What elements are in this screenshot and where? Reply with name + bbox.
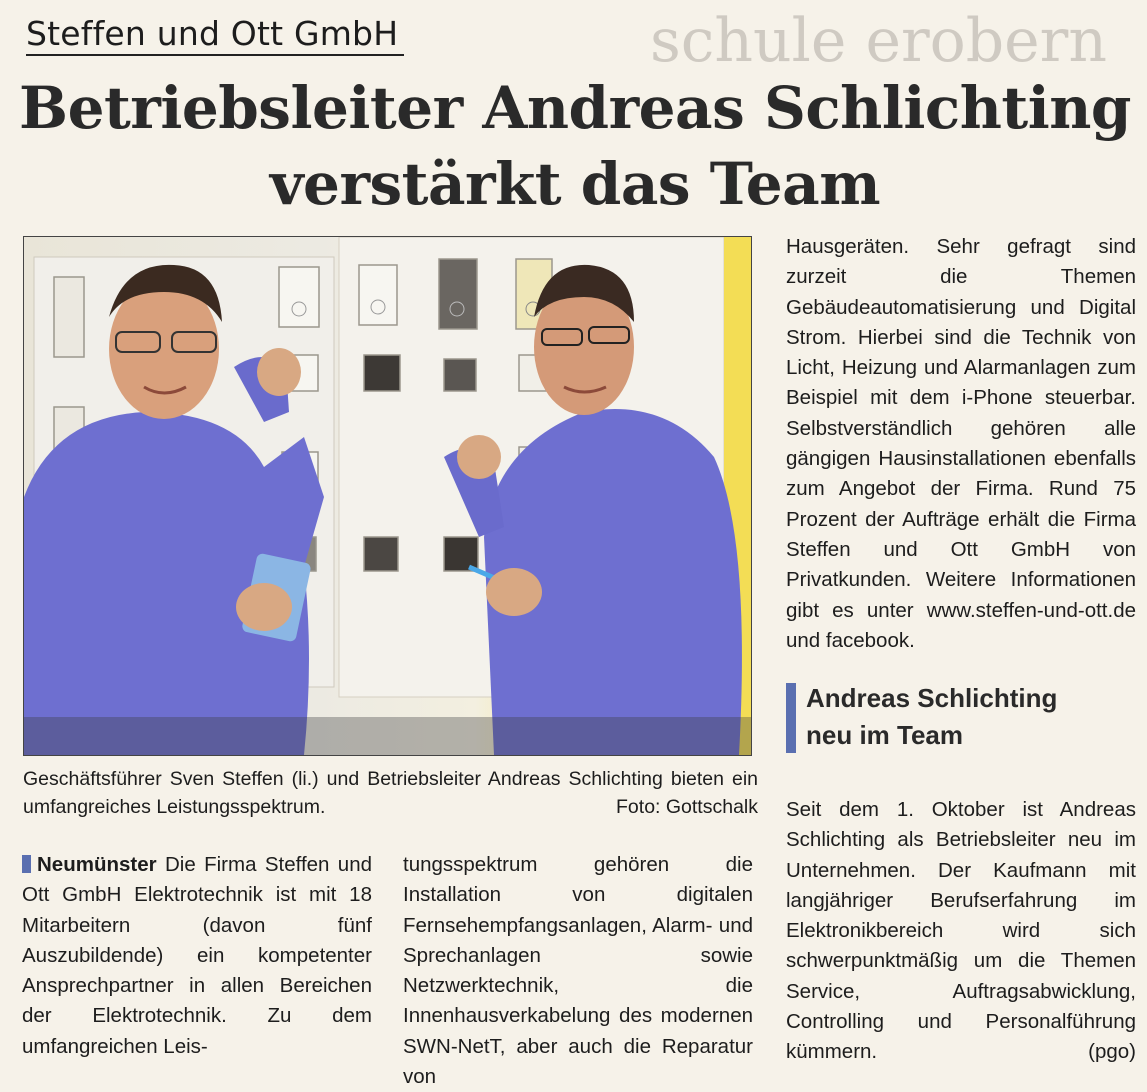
headline <box>10 70 1140 222</box>
article-column-3 <box>786 232 1136 656</box>
article-column-2 <box>403 850 753 1092</box>
column-3-text: Hausgeräten. Sehr gefragt sind zurzeit die Themen Gebäudeautomatisierung und Digital Strom. Hierbei sind die Technik von Licht, Heizung und Alarmanlagen zum Beispiel mit dem i-Phone steuerbar. Selbstverständlich gehören alle gängigen Hausinstallationen ebenfalls zum Angebot der Firma. Rund 75 Prozent der Aufträge erhält die Firma Steffen und Ott GmbH von Privatkunden. Weitere Informationen gibt es unter www.steffen-und-ott.de und facebook. <box>786 235 1136 652</box>
caption-text: Geschäftsführer Sven Steffen (li.) und Betriebsleiter Andreas Schlichting bieten ein umfangreiches Leistungsspektrum. <box>23 768 758 818</box>
subheading-text <box>806 680 1057 754</box>
subheading <box>786 680 1141 756</box>
dateline: Neumünster <box>37 853 157 876</box>
article-column-1 <box>22 850 372 1062</box>
article-photo <box>23 236 752 756</box>
column-1-text: Die Firma Steffen und Ott GmbH Elektrotechnik ist mit 18 Mitarbeitern (davon fünf Auszubildende) ein kompetenter Ansprechpartner in allen Bereichen der Elektrotechnik. Zu dem umfangreichen Leis- <box>22 853 373 1058</box>
subheading-line-1: Andreas Schlichting <box>806 683 1058 713</box>
subheading-line-2: neu im Team <box>806 720 964 750</box>
author-signature: (pgo) <box>1088 1040 1136 1064</box>
kicker: Steffen und Ott GmbH <box>26 14 404 56</box>
headline-line-1: Betriebsleiter Andreas Schlichting <box>19 74 1131 142</box>
photo-caption <box>23 765 758 821</box>
column-4-text: Seit dem 1. Oktober ist Andreas Schlichting als Betriebsleiter neu im Unternehmen. Der Kaufmann mit langjähriger Berufserfahrung im Elektronikbereich wird sich schwerpunktmäßig um die Themen Service, Auftragsabwicklung, Controlling und Personalführung kümmern. <box>786 798 1136 1064</box>
headline-line-2: verstärkt das Team <box>269 150 881 218</box>
article-column-4 <box>786 795 1136 1068</box>
subheading-bar <box>786 683 796 753</box>
lead-marker <box>22 855 31 873</box>
column-2-text: tungsspektrum gehören die Installation von digitalen Fernsehempfangsanlagen, Alarm- und Sprechanlagen sowie Netzwerktechnik, die Innenhausverkabelung des modernen SWN-NetT, aber auch die Reparatur von <box>403 853 753 1089</box>
photo-credit: Foto: Gottschalk <box>616 796 758 818</box>
bleed-through-headline: schule erobern <box>650 6 1108 76</box>
